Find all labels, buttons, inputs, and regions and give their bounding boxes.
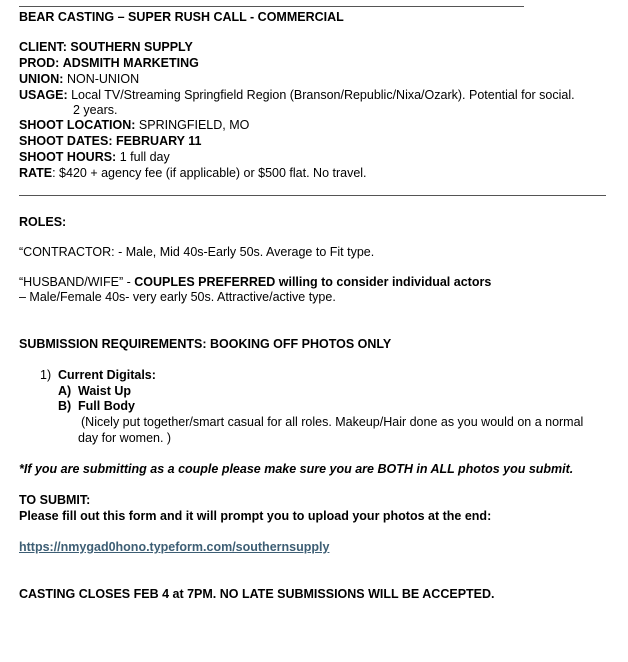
dates-row: [19, 133, 201, 149]
sub-a-text: Waist Up: [78, 384, 132, 398]
submission-heading: SUBMISSION REQUIREMENTS: BOOKING OFF PHOTOS ONLY: [19, 337, 392, 351]
hours-label: SHOOT HOURS:: [19, 150, 117, 164]
prod-row: [19, 55, 199, 71]
union-label: UNION:: [19, 72, 64, 86]
casting-title: BEAR CASTING – SUPER RUSH CALL - COMMERCIAL: [19, 10, 344, 24]
sub-b-text: Full Body: [78, 399, 135, 413]
to-submit-heading: TO SUBMIT:: [19, 493, 91, 507]
couple-note: *If you are submitting as a couple please make sure you are BOTH in ALL photos you submit.: [19, 462, 574, 476]
dates-value: FEBRUARY 11: [116, 134, 202, 148]
hours-value: 1 full day: [119, 150, 170, 164]
client-row: [19, 39, 193, 55]
wardrobe-note-cont: day for women. ): [78, 431, 172, 445]
location-label: SHOOT LOCATION:: [19, 118, 136, 132]
item-title: Current Digitals:: [58, 368, 156, 382]
roles-heading: ROLES:: [19, 215, 67, 229]
hours-row: [19, 149, 170, 165]
location-row: [19, 117, 249, 133]
prod-label: PROD:: [19, 56, 60, 70]
client-label: CLIENT:: [19, 40, 67, 54]
usage-row: [19, 87, 575, 103]
item-number: 1): [40, 368, 52, 382]
union-value: NON-UNION: [66, 72, 140, 86]
client-value: SOUTHERN SUPPLY: [70, 40, 193, 54]
section-divider: [19, 195, 606, 196]
wardrobe-note: (Nicely put together/smart casual for all roles. Makeup/Hair done as you would on a normal: [81, 415, 584, 429]
submission-link-row: [19, 539, 329, 555]
dates-label: SHOOT DATES:: [19, 134, 113, 148]
role-husband-wife: [19, 274, 491, 290]
rate-row: [19, 165, 367, 181]
sub-a-letter: A): [58, 384, 72, 398]
sub-b-letter: B): [58, 399, 72, 413]
role-contractor: “CONTRACTOR: - Male, Mid 40s-Early 50s. Average to Fit type.: [19, 245, 375, 259]
union-row: [19, 71, 139, 87]
usage-term: 2 years.: [73, 103, 118, 117]
location-value: SPRINGFIELD, MO: [138, 118, 250, 132]
submission-link[interactable]: https://nmygad0hono.typeform.com/southernsupply: [19, 540, 330, 554]
closing-notice: CASTING CLOSES FEB 4 at 7PM. NO LATE SUBMISSIONS WILL BE ACCEPTED.: [19, 587, 495, 601]
prod-value: ADSMITH MARKETING: [62, 56, 199, 70]
top-divider: [19, 6, 524, 7]
usage-label: USAGE:: [19, 88, 68, 102]
rate-value: : $420 + agency fee (if applicable) or $500 flat. No travel.: [52, 166, 367, 180]
submit-instructions: Please fill out this form and it will prompt you to upload your photos at the end:: [19, 509, 492, 523]
rate-label: RATE: [19, 166, 53, 180]
usage-value: Local TV/Streaming Springfield Region (Branson/Republic/Nixa/Ozark). Potential for social.: [71, 88, 575, 102]
role-husband-wife-name: “HUSBAND/WIFE” -: [19, 275, 135, 289]
role-husband-wife-emphasis: COUPLES PREFERRED willing to consider individual actors: [134, 275, 492, 289]
role-husband-wife-detail: – Male/Female 40s- very early 50s. Attractive/active type.: [19, 290, 336, 304]
